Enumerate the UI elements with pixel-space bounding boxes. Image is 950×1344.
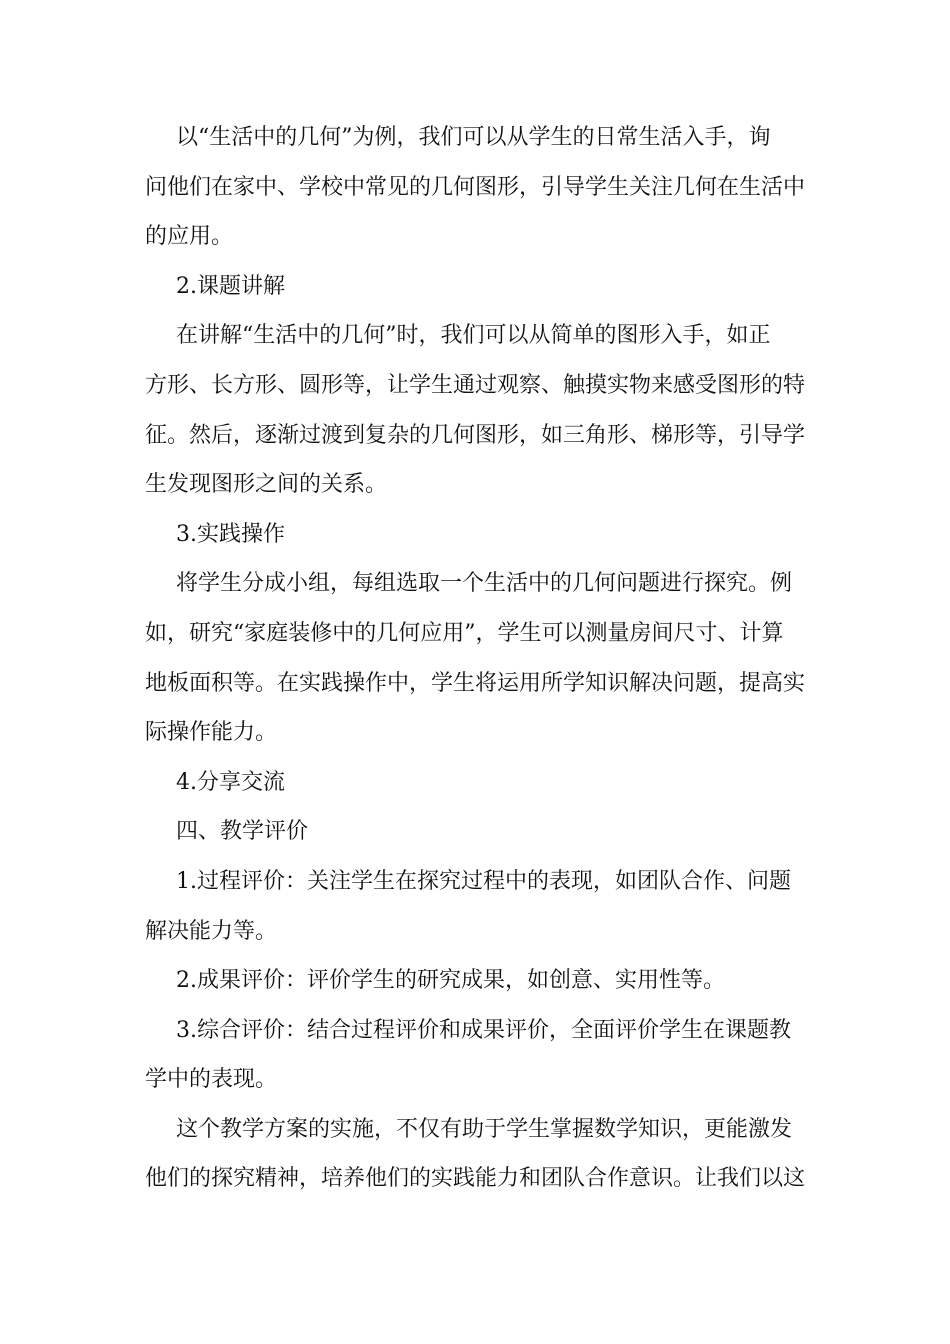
paragraph-line: 1.过程评价：关注学生在探究过程中的表现，如团队合作、问题 <box>176 868 791 894</box>
document-page <box>145 113 807 1204</box>
section-heading: 四、教学评价 <box>176 819 309 845</box>
paragraph-line: 2.成果评价：评价学生的研究成果，如创意、实用性等。 <box>176 968 725 994</box>
paragraph-line: 他们的探究精神，培养他们的实践能力和团队合作意识。让我们以这 <box>145 1166 806 1192</box>
section-heading: 4.分享交流 <box>176 769 285 795</box>
paragraph-line: 以“生活中的几何”为例，我们可以从学生的日常生活入手，询 <box>176 125 771 150</box>
paragraph-line: 这个教学方案的实施，不仅有助于学生掌握数学知识，更能激发 <box>176 1116 793 1142</box>
paragraph-line: 生发现图形之间的关系。 <box>145 472 388 498</box>
paragraph-line: 方形、长方形、圆形等，让学生通过观察、触摸实物来感受图形的特 <box>145 372 806 398</box>
paragraph-line: 问他们在家中、学校中常见的几何图形，引导学生关注几何在生活中 <box>145 174 806 200</box>
paragraph-line: 际操作能力。 <box>145 720 278 746</box>
paragraph-line: 如，研究“家庭装修中的几何应用”，学生可以测量房间尺寸、计算 <box>145 620 784 646</box>
section-heading: 3.实践操作 <box>176 521 285 547</box>
paragraph-line: 地板面积等。在实践操作中，学生将运用所学知识解决问题，提高实 <box>145 670 806 696</box>
paragraph-line: 将学生分成小组，每组选取一个生活中的几何问题进行探究。例 <box>176 571 793 597</box>
paragraph-line: 征。然后，逐渐过渡到复杂的几何图形，如三角形、梯形等，引导学 <box>145 422 806 448</box>
paragraph-line: 学中的表现。 <box>145 1067 278 1093</box>
paragraph-line: 3.综合评价：结合过程评价和成果评价，全面评价学生在课题教 <box>176 1017 791 1043</box>
paragraph-line: 解决能力等。 <box>145 918 278 944</box>
section-heading: 2.课题讲解 <box>176 273 285 299</box>
paragraph-line: 在讲解“生活中的几何”时，我们可以从简单的图形入手，如正 <box>176 323 771 349</box>
paragraph-line: 的应用。 <box>145 224 234 250</box>
